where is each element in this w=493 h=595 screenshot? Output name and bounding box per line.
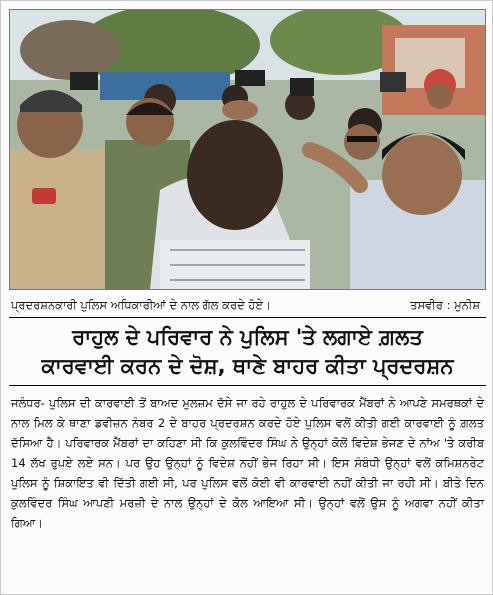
divider-top bbox=[9, 317, 486, 318]
photo-caption: ਪ੍ਰਦਰਸ਼ਨਕਾਰੀ ਪੁਲਿਸ ਅਧਿਕਾਰੀਆਂ ਦੇ ਨਾਲ ਗੱਲ ਕਰਦੇ ਹੋਏ। bbox=[11, 298, 271, 312]
protest-photo bbox=[9, 9, 486, 290]
protest-photo-illustration bbox=[10, 10, 485, 289]
headline bbox=[9, 323, 486, 381]
headline-line-1: ਰਾਹੁਲ ਦੇ ਪਰਿਵਾਰ ਨੇ ਪੁਲਿਸ 'ਤੇ ਲਗਾਏ ਗ਼ਲਤ bbox=[72, 325, 423, 349]
photo-credit: ਤਸਵੀਰ : ਮੁਨੀਸ਼ bbox=[410, 298, 480, 312]
divider-bottom bbox=[9, 385, 486, 386]
article-body: ਜਲੰਧਰ- ਪੁਲਿਸ ਦੀ ਕਾਰਵਾਈ ਤੋਂ ਬਾਅਦ ਮੁਲਜ਼ਮ ਦੱਸੇ ਜਾ ਰਹੇ ਰਾਹੁਲ ਦੇ ਪਰਿਵਾਰਕ ਮੈਂਬਰਾਂ ਨੇ ਆਪਣੇ ਸਮਰਥਕਾਂ ਦੇ ਨਾਲ ਮਿਲ ਕੇ ਥਾਣਾ ਡਵੀਜ਼ਨ ਨੰਬਰ 2 ਦੇ ਬਾਹਰ ਪ੍ਰਦਰਸ਼ਨ ਕਰਦੇ ਹੋਏ ਪੁਲਿਸ ਵਲੋਂ ਕੀਤੀ ਗਈ ਕਾਰਵਾਈ ਨੂੰ ਗ਼ਲਤ ਦੱਸਿਆ ਹੈ। ਪਰਿਵਾਰਕ ਮੈਂਬਰਾਂ ਦਾ ਕਹਿਣਾ ਸੀ ਕਿ ਕੁਲਵਿੰਦਰ ਸਿੰਘ ਨੇ ਉਨ੍ਹਾਂ ਕੋਲੋਂ ਵਿਦੇਸ਼ ਭੇਜਣ ਦੇ ਨਾਂਅ 'ਤੇ ਕਰੀਬ 14 ਲੱਖ ਰੁਪਏ ਲਏ ਸਨ। ਪਰ ਉਹ ਉਨ੍ਹਾਂ ਨੂੰ ਵਿਦੇਸ਼ ਨਹੀਂ ਭੇਜ ਰਿਹਾ ਸੀ। ਇਸ ਸੰਬੰਧੀ ਉਨ੍ਹਾਂ ਵਲੋਂ ਕਮਿਸ਼ਨਰੇਟ ਪੁਲਿਸ ਨੂੰ ਸ਼ਿਕਾਇਤ ਵੀ ਦਿੱਤੀ ਗਈ ਸੀ, ਪਰ ਪੁਲਿਸ ਵਲੋਂ ਕੋਈ ਵੀ ਕਾਰਵਾਈ ਨਹੀਂ ਕੀਤੀ ਜਾ ਰਹੀ ਸੀ। ਬੀਤੇ ਦਿਨ ਕੁਲਵਿੰਦਰ ਸਿੰਘ ਆਪਣੀ ਮਰਜ਼ੀ ਦੇ ਨਾਲ ਉਨ੍ਹਾਂ ਦੇ ਕੋਲ ਆਇਆ ਸੀ। ਉਨ੍ਹਾਂ ਵਲੋਂ ਉਸ ਨੂੰ ਅਗਵਾ ਨਹੀਂ ਕੀਤਾ ਗਿਆ। bbox=[11, 396, 484, 530]
photo-caption-row bbox=[11, 295, 484, 315]
headline-line-2: ਕਾਰਵਾਈ ਕਰਨ ਦੇ ਦੋਸ਼, ਥਾਣੇ ਬਾਹਰ ਕੀਤਾ ਪ੍ਰਦਰਸ਼ਨ bbox=[41, 354, 454, 378]
